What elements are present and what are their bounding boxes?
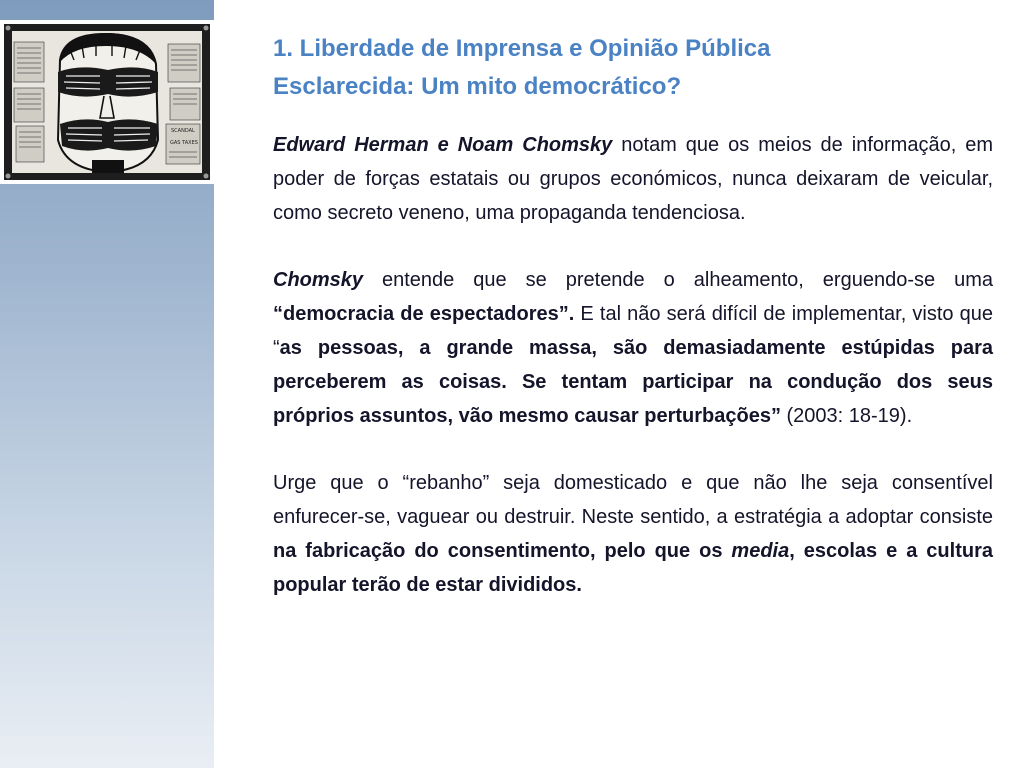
paragraph-3-run-2: na fabricação do consentimento, pelo que os: [273, 540, 732, 562]
gagged-face-illustration: [0, 20, 214, 184]
paragraph-2-run-2: entende que se pretende o alheamento, erguendo-se uma: [363, 269, 993, 291]
paragraph-chomsky-democracy: [273, 263, 993, 433]
paragraph-1-run-1: Edward Herman e Noam Chomsky: [273, 134, 613, 156]
paragraph-1-run-2: notam que os meios de informação, em poder de forças estatais ou grupos económicos, nunca deixaram de veicular, como secreto veneno, uma propaganda tendenciosa.: [273, 134, 993, 224]
paragraph-2-run-4: E tal não será difícil de implementar, visto que “: [273, 303, 994, 359]
slide-content: [273, 30, 993, 602]
paragraph-herman-chomsky: [273, 128, 993, 230]
paragraph-3-run-4: , escolas e a cultura popular terão de estar divididos.: [273, 540, 993, 596]
gagged-face-woodcut-icon: [0, 20, 214, 184]
paragraph-2-run-6: (2003: 18-19).: [780, 405, 913, 427]
paragraph-3-run-3: media: [731, 540, 790, 562]
paragraph-2-run-5: as pessoas, a grande massa, são demasiadamente estúpidas para perceberem as coisas. Se tentam participar na condução dos seus próprios assuntos, vão mesmo causar perturbações”: [273, 337, 993, 427]
slide-title: [273, 30, 993, 106]
title-line-1: 1. Liberdade de Imprensa e Opinião Pública: [273, 35, 771, 62]
paragraph-2-run-3: “democracia de espectadores”.: [273, 303, 575, 325]
caption-gas-taxes: GAS TAXES: [170, 140, 198, 146]
caption-scandal: SCANDAL: [171, 128, 195, 134]
paragraph-2-run-1: Chomsky: [273, 269, 364, 291]
paragraph-3-run-1: Urge que o “rebanho” seja domesticado e que não lhe seja consentível enfurecer-se, vaguear ou destruir. Neste sentido, a estratégia a adoptar consiste: [273, 472, 993, 528]
title-line-2: Esclarecida: Um mito democrático?: [273, 73, 682, 100]
paragraph-consent-fabrication: [273, 466, 993, 602]
